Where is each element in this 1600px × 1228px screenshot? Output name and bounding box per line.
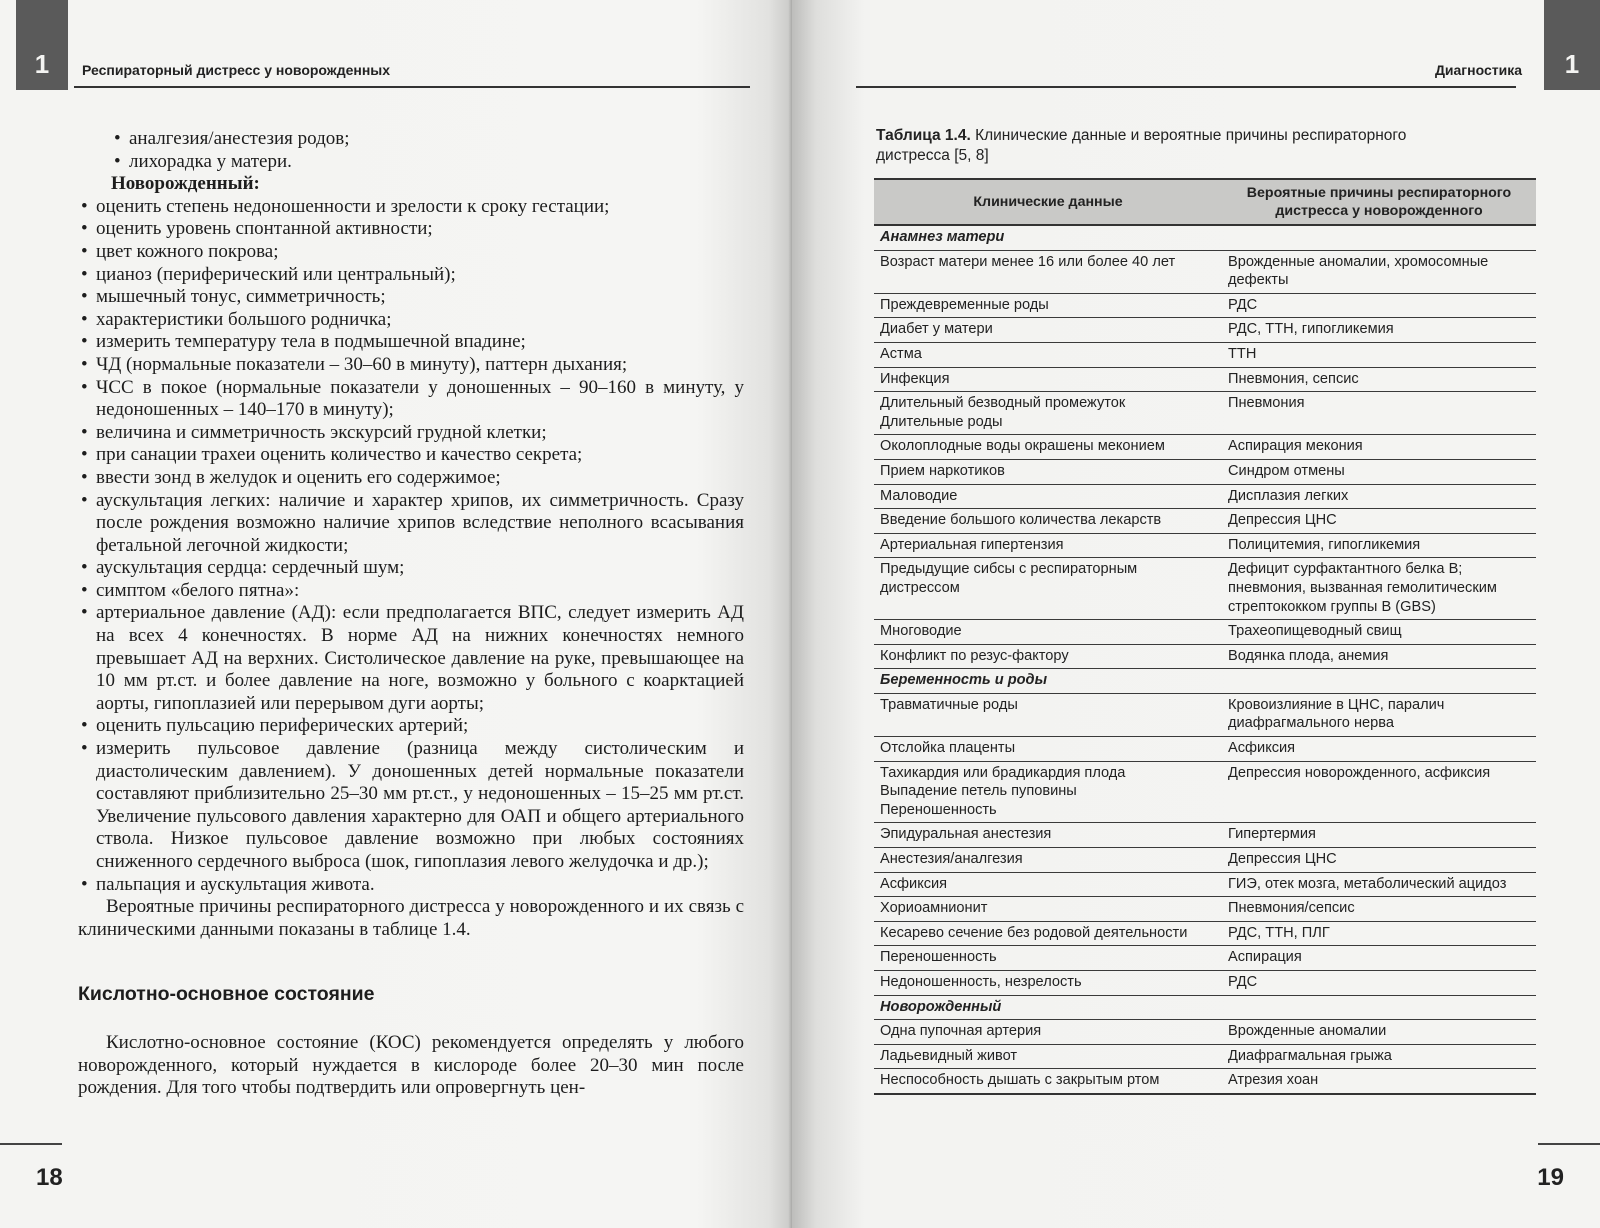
table-row	[874, 533, 1536, 558]
list-item: • величина и симметричность экскурсий грудной клетки;	[78, 422, 744, 445]
table-cell-clinical: Недоношенность, незрелость	[874, 971, 1222, 996]
table-header-clinical: Клинические данные	[874, 179, 1222, 225]
table-row	[874, 1020, 1536, 1045]
chapter-number: 1	[34, 49, 50, 79]
list-item: • характеристики большого родничка;	[78, 309, 744, 332]
table-cell-clinical: Травматичные роды	[874, 693, 1222, 736]
list-item: • ЧСС в покое (нормальные показатели у доношенных – 90–160 в минуту, у недоношенных – 140–170 в минуту);	[78, 377, 744, 422]
table-cell-causes: РДС, ТТН, ПЛГ	[1222, 921, 1536, 946]
table-cell-clinical: Астма	[874, 342, 1222, 367]
section-paragraph: Кислотно-основное состояние (КОС) рекомендуется определять у любого новорожденного, который нуждается в кислороде более 20–30 мин после рождения. Для того чтобы подтвердить или опровергнуть цен-	[78, 1031, 744, 1099]
table-cell-clinical: Околоплодные воды окрашены меконием	[874, 435, 1222, 460]
list-item: • артериальное давление (АД): если предполагается ВПС, следует измерить АД на всех 4 конечностях. В норме АД на нижних конечностях немного превышает АД на верхних. Систолическое давление на руке, превышающее на 10 мм рт.ст. и более давление на ноге, возможно у больного с коарктацией аорты, гипоплазией или перерывом дуги аорты;	[78, 602, 744, 715]
table-row	[874, 435, 1536, 460]
chapter-number: 1	[1564, 49, 1580, 79]
table-cell-clinical: Отслойка плаценты	[874, 737, 1222, 762]
table-row	[874, 342, 1536, 367]
chapter-tab	[16, 0, 68, 90]
list-item: • оценить степень недоношенности и зрелости к сроку гестации;	[78, 196, 744, 219]
table-row	[874, 644, 1536, 669]
list-item: • мышечный тонус, симметричность;	[78, 286, 744, 309]
table-row	[874, 946, 1536, 971]
table-cell-clinical: Введение большого количества лекарств	[874, 509, 1222, 534]
table-cell-causes: Диафрагмальная грыжа	[1222, 1044, 1536, 1069]
table-cell-causes: Гипертермия	[1222, 823, 1536, 848]
table-cell-clinical: Предыдущие сибсы с респираторным дистрессом	[874, 558, 1222, 620]
table-cell-clinical: Анестезия/аналгезия	[874, 848, 1222, 873]
table-cell-clinical: Конфликт по резус-фактору	[874, 644, 1222, 669]
table-cell-causes: Трахеопищеводный свищ	[1222, 620, 1536, 645]
table-cell-causes: Асфиксия	[1222, 737, 1536, 762]
table-row	[874, 693, 1536, 736]
list-item: • цвет кожного покрова;	[78, 241, 744, 264]
table-row	[874, 484, 1536, 509]
table-caption	[876, 126, 1416, 166]
table-row	[874, 459, 1536, 484]
table-row	[874, 737, 1536, 762]
newborn-heading: Новорожденный:	[111, 173, 260, 195]
left-page	[0, 0, 792, 1228]
table-caption-label: Таблица 1.4.	[876, 127, 971, 144]
table-cell-clinical: Хориоамнионит	[874, 897, 1222, 922]
table-group-label: Новорожденный	[874, 995, 1536, 1020]
table-cell-clinical: Диабет у матери	[874, 318, 1222, 343]
table-row	[874, 509, 1536, 534]
table-cell-causes: ГИЭ, отек мозга, метаболический ацидоз	[1222, 872, 1536, 897]
table-cell-clinical: Длительный безводный промежуток Длительные роды	[874, 392, 1222, 435]
list-item: • измерить пульсовое давление (разница между систолическим и диастолическим давлением). У доношенных детей нормальные показатели составляют приблизительно 25–30 мм рт.ст., у недоношенных – 15–25 мм рт.ст. Увеличение пульсового давления характерно для ОАП и общего артериального ствола. Низкое пульсовое давление возможно при любых состояниях сниженного сердечного выброса (шок, гипоплазия левого желудочка и др.);	[78, 738, 744, 874]
list-item: • аускультация сердца: сердечный шум;	[78, 557, 744, 580]
table-cell-causes: Пневмония	[1222, 392, 1536, 435]
table-row	[874, 872, 1536, 897]
list-item: • при санации трахеи оценить количество и качество секрета;	[78, 444, 744, 467]
clinical-data-table	[874, 178, 1536, 1095]
list-item: • симптом «белого пятна»:	[78, 580, 744, 603]
table-cell-causes: Врожденные аномалии, хромосомные дефекты	[1222, 250, 1536, 293]
table-cell-clinical: Эпидуральная анестезия	[874, 823, 1222, 848]
table-cell-clinical: Многоводие	[874, 620, 1222, 645]
table-cell-causes: Пневмония, сепсис	[1222, 367, 1536, 392]
list-item: • лихорадка у матери.	[111, 151, 744, 174]
table-row	[874, 761, 1536, 823]
table-group-row	[874, 225, 1536, 250]
table-row	[874, 971, 1536, 996]
table-row	[874, 250, 1536, 293]
table-cell-clinical: Неспособность дышать с закрытым ртом	[874, 1069, 1222, 1094]
table-row	[874, 392, 1536, 435]
table-cell-causes: Атрезия хоан	[1222, 1069, 1536, 1094]
table-cell-clinical: Переношенность	[874, 946, 1222, 971]
closing-paragraph: Вероятные причины респираторного дистресса у новорожденного и их связь с клиническими данными показаны в таблице 1.4.	[78, 896, 744, 940]
list-item: • пальпация и аускультация живота.	[78, 874, 744, 897]
table-group-label: Анамнез матери	[874, 225, 1536, 250]
table-cell-clinical: Инфекция	[874, 367, 1222, 392]
table-cell-causes: РДС, ТТН, гипогликемия	[1222, 318, 1536, 343]
table-cell-causes: Аспирация	[1222, 946, 1536, 971]
list-item: • аускультация легких: наличие и характер хрипов, их симметричность. Сразу после рождения возможно наличие хрипов вследствие неполного всасывания фетальной легочной жидкости;	[78, 490, 744, 558]
table-cell-clinical: Асфиксия	[874, 872, 1222, 897]
footer-rule	[1538, 1143, 1600, 1145]
table-cell-causes: Синдром отмены	[1222, 459, 1536, 484]
table-row	[874, 620, 1536, 645]
header-rule	[74, 86, 750, 88]
list-item: • измерить температуру тела в подмышечной впадине;	[78, 331, 744, 354]
table-row	[874, 318, 1536, 343]
table-row	[874, 897, 1536, 922]
table-row	[874, 1069, 1536, 1094]
table-cell-causes: Полицитемия, гипогликемия	[1222, 533, 1536, 558]
table-cell-causes: ТТН	[1222, 342, 1536, 367]
chapter-tab	[1544, 0, 1600, 90]
table-row	[874, 1044, 1536, 1069]
table-cell-causes: Депрессия ЦНС	[1222, 509, 1536, 534]
table-cell-clinical: Тахикардия или брадикардия плода Выпадение петель пуповины Переношенность	[874, 761, 1222, 823]
table-cell-clinical: Возраст матери менее 16 или более 40 лет	[874, 250, 1222, 293]
list-item: • ЧД (нормальные показатели – 30–60 в минуту), паттерн дыхания;	[78, 354, 744, 377]
table-cell-causes: Водянка плода, анемия	[1222, 644, 1536, 669]
table-cell-causes: Кровоизлияние в ЦНС, паралич диафрагмального нерва	[1222, 693, 1536, 736]
table-cell-causes: РДС	[1222, 971, 1536, 996]
body-text	[78, 128, 744, 1100]
page-number: 18	[36, 1164, 63, 1191]
table-group-row	[874, 669, 1536, 694]
table-cell-clinical: Маловодие	[874, 484, 1222, 509]
table-cell-causes: Аспирация мекония	[1222, 435, 1536, 460]
table-header-causes: Вероятные причины респираторного дистресса у новорожденного	[1222, 179, 1536, 225]
table-row	[874, 367, 1536, 392]
table-cell-causes: Дисплазия легких	[1222, 484, 1536, 509]
newborn-list	[78, 196, 744, 896]
table-cell-causes: Дефицит сурфактантного белка В; пневмония, вызванная гемолитическим стрептококком группы В (GBS)	[1222, 558, 1536, 620]
table-cell-causes: Врожденные аномалии	[1222, 1020, 1536, 1045]
table-cell-causes: Пневмония/сепсис	[1222, 897, 1536, 922]
table-row	[874, 921, 1536, 946]
header-rule	[856, 86, 1516, 88]
table-row	[874, 293, 1536, 318]
running-head: Диагностика	[1434, 62, 1522, 78]
table-cell-causes: Депрессия новорожденного, асфиксия	[1222, 761, 1536, 823]
list-item: • оценить пульсацию периферических артерий;	[78, 715, 744, 738]
table-group-label: Беременность и роды	[874, 669, 1536, 694]
table-cell-clinical: Одна пупочная артерия	[874, 1020, 1222, 1045]
table-row	[874, 823, 1536, 848]
table-group-row	[874, 995, 1536, 1020]
list-item: • оценить уровень спонтанной активности;	[78, 218, 744, 241]
table-cell-clinical: Преждевременные роды	[874, 293, 1222, 318]
list-item: • ввести зонд в желудок и оценить его содержимое;	[78, 467, 744, 490]
table-cell-clinical: Прием наркотиков	[874, 459, 1222, 484]
section-title: Кислотно-основное состояние	[78, 983, 375, 1006]
maternal-list	[78, 128, 744, 173]
table-row	[874, 848, 1536, 873]
table-cell-clinical: Артериальная гипертензия	[874, 533, 1222, 558]
table-caption-text: Клинические данные и вероятные причины респираторного дистресса [5, 8]	[876, 127, 1407, 164]
list-item: • аналгезия/анестезия родов;	[111, 128, 744, 151]
table-cell-causes: Депрессия ЦНС	[1222, 848, 1536, 873]
table-cell-clinical: Ладьевидный живот	[874, 1044, 1222, 1069]
list-item: • цианоз (периферический или центральный);	[78, 264, 744, 287]
table-cell-clinical: Кесарево сечение без родовой деятельности	[874, 921, 1222, 946]
table-header-row	[874, 179, 1536, 225]
footer-rule	[0, 1143, 62, 1145]
table-row	[874, 558, 1536, 620]
page-number: 19	[1537, 1164, 1564, 1191]
running-head: Респираторный дистресс у новорожденных	[82, 62, 391, 78]
table-body	[874, 225, 1536, 1094]
table-cell-causes: РДС	[1222, 293, 1536, 318]
